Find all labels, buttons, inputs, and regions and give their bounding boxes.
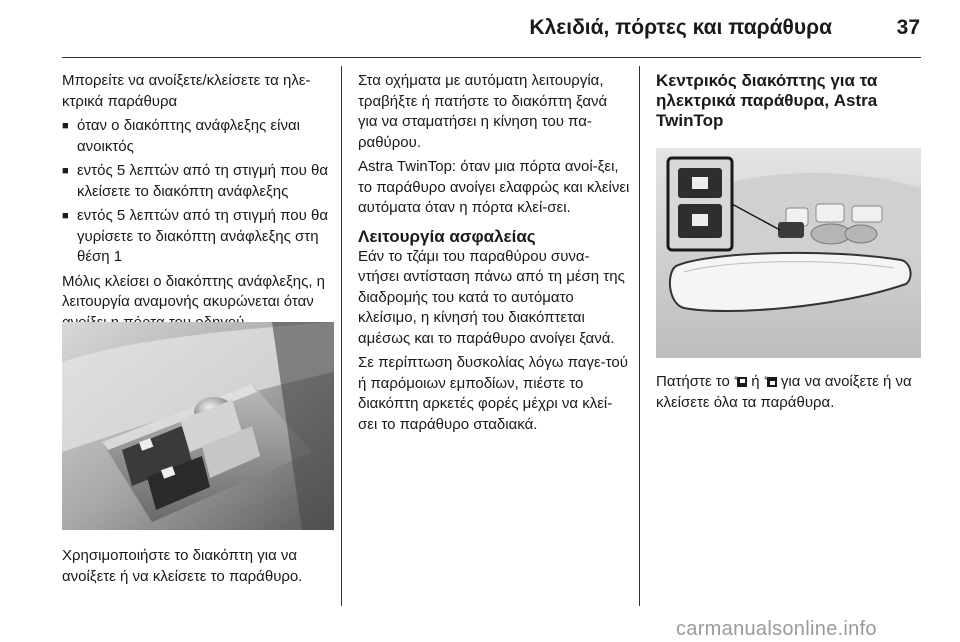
bullet-icon: ■ xyxy=(62,120,69,132)
column-3 xyxy=(656,71,921,135)
page-title: Κλειδιά, πόρτες και παράθυρα xyxy=(529,16,832,39)
bullet-icon: ■ xyxy=(62,210,69,222)
list-item xyxy=(62,116,334,157)
paragraph: Astra TwinTop: όταν μια πόρτα ανοί-ξει, το παράθυρο ανοίγει ελαφρώς και κλείνει αυτόματα όταν η πόρτα κλεί-σει. xyxy=(358,158,630,216)
door-switch-photo xyxy=(62,322,334,530)
instruction-text-b: για να ανοίξετε ή να κλείσετε όλα τα παράθυρα. xyxy=(656,373,912,411)
bullet-icon: ■ xyxy=(62,165,69,177)
svg-text:4: 4 xyxy=(734,376,738,382)
list-item xyxy=(62,206,334,268)
bullet-text: εντός 5 λεπτών από τη στιγμή που θα κλείσετε το διακόπτη ανάφλεξης xyxy=(77,162,328,200)
instruction-text-or: ή xyxy=(751,373,760,390)
section-heading: Λειτουργία ασφαλείας xyxy=(358,226,536,246)
column-divider-1 xyxy=(341,66,342,606)
watermark: carmanualsonline.info xyxy=(676,618,877,640)
instruction-text xyxy=(656,372,921,413)
column-1 xyxy=(62,71,334,337)
header-rule xyxy=(62,57,921,58)
bullet-text: εντός 5 λεπτών από τη στιγμή που θα γυρίσετε το διακόπτη ανάφλεξης στη θέση 1 xyxy=(77,207,328,265)
paragraph: Σε περίπτωση δυσκολίας λόγω παγε-τού ή παρόμοιων εμποδίων, πιέστε το διακόπτη αρκετές φορές μέχρι να κλεί-σει το παράθυρο σταδιακά. xyxy=(358,354,628,433)
photo-caption: Χρησιμοποιήστε το διακόπτη για να ανοίξετε ή να κλείσετε το παράθυρο. xyxy=(62,547,303,585)
page-number: 37 xyxy=(896,16,920,39)
paragraph: Στα οχήματα με αυτόματη λειτουργία, τραβήξτε ή πατήστε το διακόπτη ξανά για να σταματήσει η κίνηση του πα-ραθύρου. xyxy=(358,72,608,151)
instruction-text-a: Πατήστε το xyxy=(656,373,730,390)
after-text: Μόλις κλείσει ο διακόπτης ανάφλεξης, η λειτουργία αναμονής ακυρώνεται όταν xyxy=(62,272,326,310)
svg-text:4: 4 xyxy=(763,376,767,382)
window-down-icon xyxy=(764,375,777,387)
column-2 xyxy=(358,71,630,439)
paragraph: Εάν το τζάμι του παραθύρου συνα-ντήσει αντίσταση πάνω από τη μέση της διαδρομής του κατά το αυτόματο κλείσιμο, η κίνησή του διακόπτεται αμέσως και το παράθυρο ανοίγει ξανά. xyxy=(358,247,625,347)
bullet-text: όταν ο διακόπτης ανάφλεξης είναι ανοικτός xyxy=(77,117,300,155)
roof-console-photo xyxy=(656,148,921,358)
window-up-icon xyxy=(734,375,747,387)
list-item xyxy=(62,161,334,202)
column-divider-2 xyxy=(639,66,640,606)
intro-text: Μπορείτε να ανοίξετε/κλείσετε τα ηλε-κτρικά παράθυρα xyxy=(62,72,311,110)
section-heading: Κεντρικός διακόπτης για τα ηλεκτρικά παράθυρα, Astra TwinTop xyxy=(656,71,878,130)
